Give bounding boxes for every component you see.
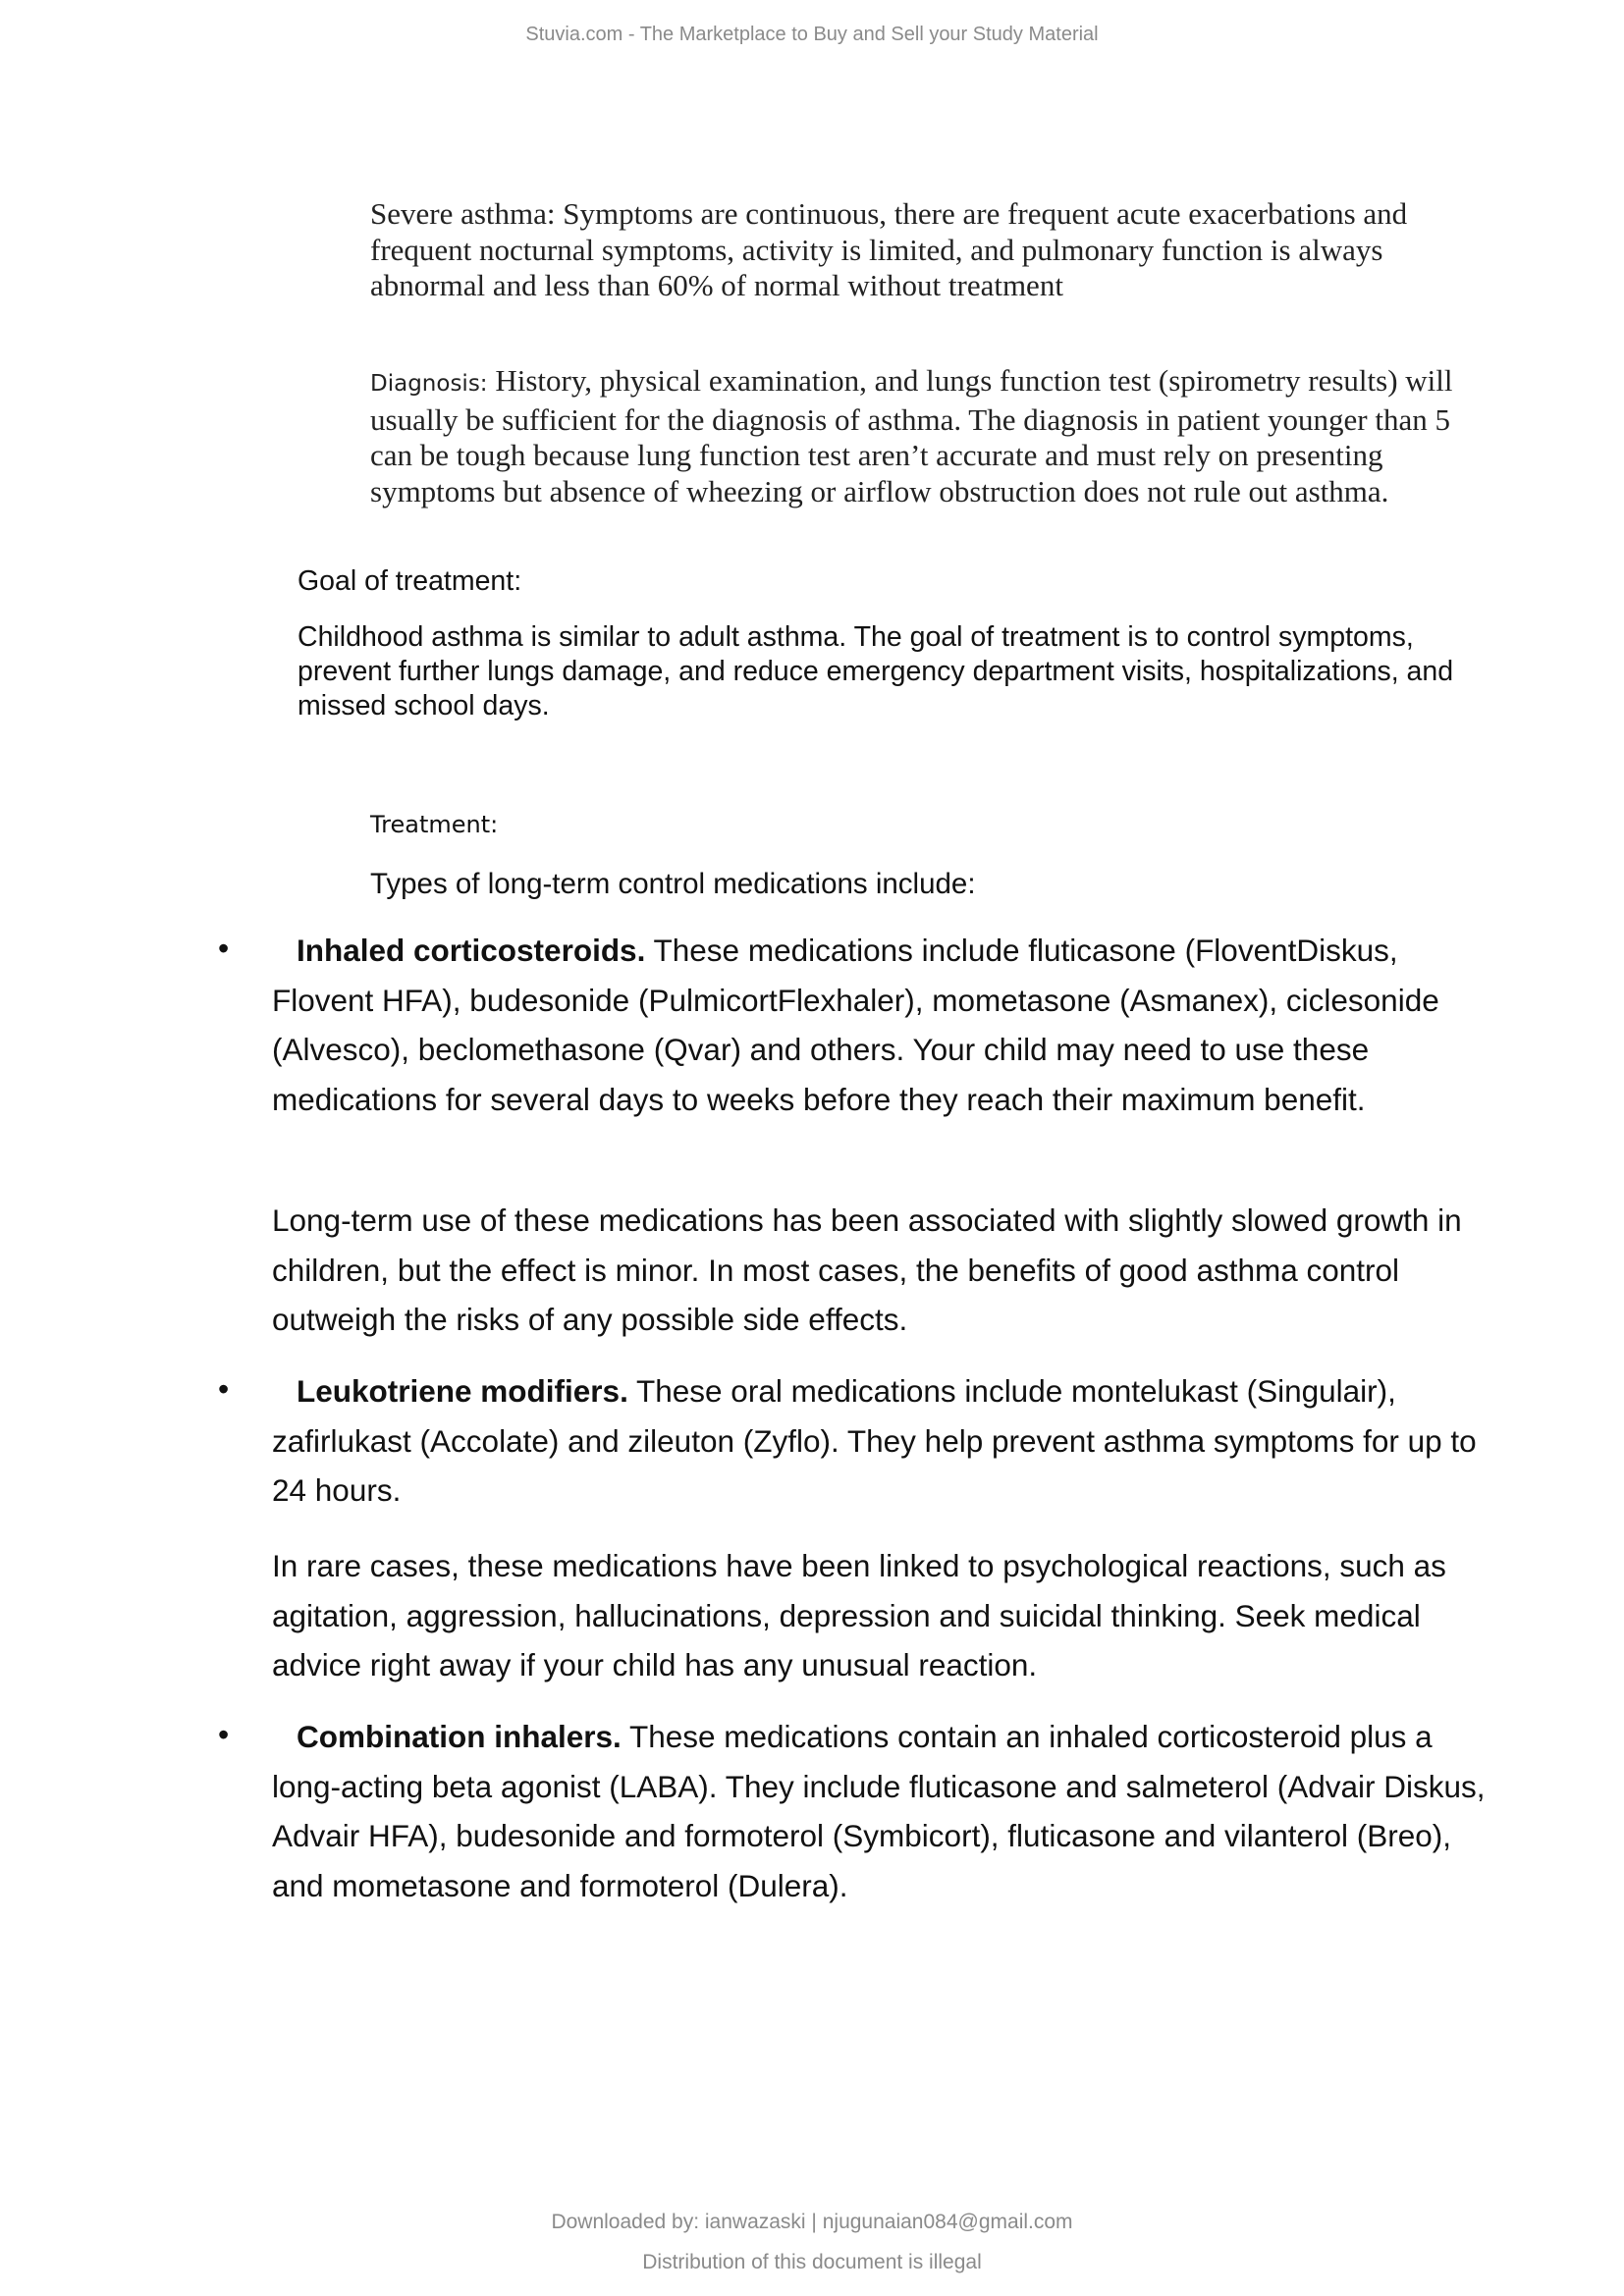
list-item-title: Leukotriene modifiers. <box>297 1373 628 1409</box>
distribution-notice: Distribution of this document is illegal <box>642 2251 982 2273</box>
inhaled-corticosteroids-note: Long-term use of these medications has been associated with slightly slowed growth in children, but the effect is minor. In most cases, the benefits of good asthma control outweigh the risks of any possible side effects. <box>272 1202 1462 1337</box>
treatment-heading: Treatment: <box>370 811 499 838</box>
list-item-combination-inhalers <box>272 1712 1494 1910</box>
bullet-icon: • <box>218 1717 230 1752</box>
bullet-icon: • <box>218 931 230 966</box>
diagnosis-label: Diagnosis: <box>370 371 488 397</box>
list-item-text: These oral medications include montelukast (Singulair), zafirlukast (Accolate) and zileuton (Zyflo). They help prevent asthma symptoms for up to 24 hours. <box>272 1373 1477 1508</box>
list-item-leukotriene-modifiers <box>272 1366 1494 1516</box>
goal-heading: Goal of treatment: <box>298 565 522 597</box>
list-item-title: Combination inhalers. <box>297 1719 622 1754</box>
treatment-intro: Types of long-term control medications include: <box>370 868 976 900</box>
goal-paragraph: Childhood asthma is similar to adult asthma. The goal of treatment is to control symptoms, prevent further lungs damage, and reduce emergency department visits, hospitalizations, and missed school days. <box>298 621 1454 721</box>
list-item-inhaled-corticosteroids <box>272 926 1494 1124</box>
diagnosis-text: History, physical examination, and lungs function test (spirometry results) will usually be sufficient for the diagnosis of asthma. The diagnosis in patient younger than 5 can be tough because lung function test aren’t accurate and must rely on presenting symptoms but absence of wheezing or airflow obstruction does not rule out asthma. <box>370 363 1453 508</box>
list-item-title: Inhaled corticosteroids. <box>297 933 646 968</box>
stuvia-watermark-header: Stuvia.com - The Marketplace to Buy and Sell your Study Material <box>525 24 1099 45</box>
leukotriene-modifiers-note: In rare cases, these medications have been linked to psychological reactions, such as agitation, aggression, hallucinations, depression and suicidal thinking. Seek medical advice right away if your child has any unusual reaction. <box>272 1548 1446 1682</box>
downloaded-by-footer: Downloaded by: ianwazaski | njugunaian084@gmail.com <box>551 2211 1073 2233</box>
diagnosis-paragraph <box>370 363 1480 509</box>
bullet-icon: • <box>218 1371 230 1407</box>
list-item-text: These medications include fluticasone (FloventDiskus, Flovent HFA), budesonide (PulmicortFlexhaler), mometasone (Asmanex), ciclesonide (Alvesco), beclomethasone (Qvar) and others. Your child may need to use these medications for several days to weeks before they reach their maximum benefit. <box>272 933 1439 1117</box>
severe-asthma-paragraph: Severe asthma: Symptoms are continuous, there are frequent acute exacerbations and frequent nocturnal symptoms, activity is limited, and pulmonary function is always abnormal and less than 60% of normal without treatment <box>370 196 1408 302</box>
list-item-text: These medications contain an inhaled corticosteroid plus a long-acting beta agonist (LABA). They include fluticasone and salmeterol (Advair Diskus, Advair HFA), budesonide and formoterol (Symbicort), fluticasone and vilanterol (Breo), and mometasone and formoterol (Dulera). <box>272 1719 1486 1903</box>
